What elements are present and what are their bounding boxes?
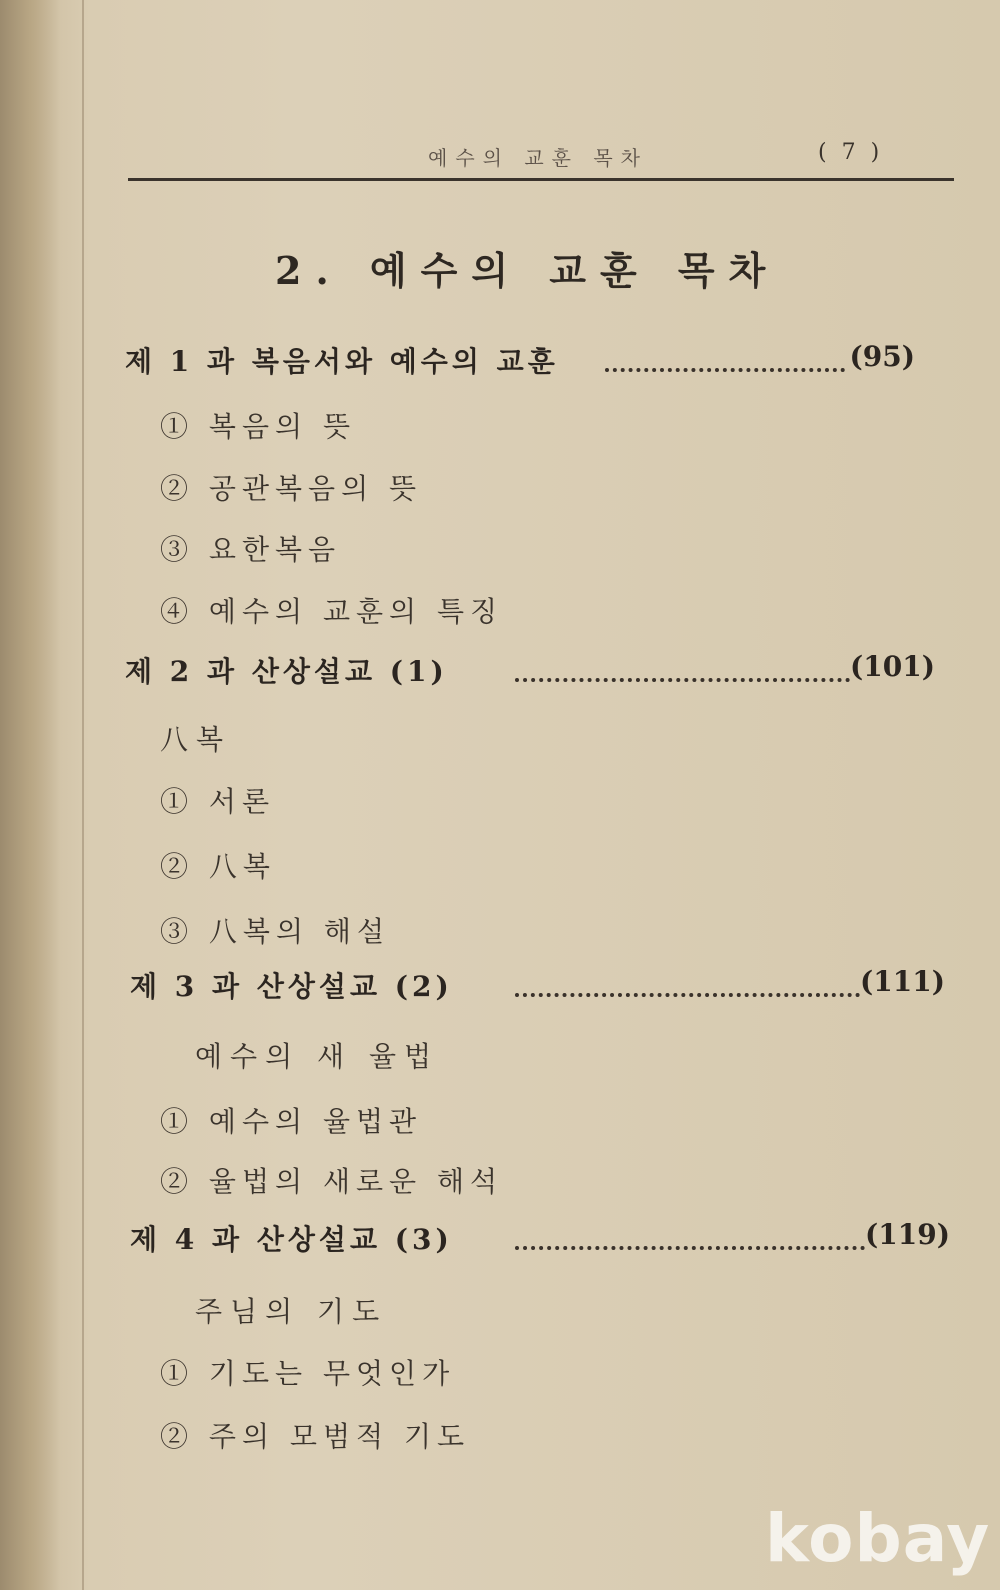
- list-item: ① 예수의 율법관: [160, 1105, 423, 1138]
- list-item: ① 복음의 뜻: [160, 410, 356, 443]
- lesson-subtitle: 예수의 새 율법: [195, 1040, 440, 1073]
- list-item: ② 주의 모범적 기도: [160, 1420, 471, 1453]
- list-item: ④ 예수의 교훈의 특징: [160, 595, 504, 628]
- running-header: [128, 138, 954, 181]
- lesson-4-entry: [130, 1218, 950, 1258]
- leader-dots: [605, 348, 845, 372]
- leader-dots: [515, 1226, 865, 1250]
- list-item: ① 기도는 무엇인가: [160, 1357, 456, 1390]
- list-item: ① 서론: [160, 785, 275, 818]
- leader-dots: [515, 973, 860, 997]
- lesson-page-number: (119): [865, 1218, 950, 1251]
- lesson-page-number: (101): [850, 650, 935, 683]
- list-item: ② 八복: [160, 850, 276, 883]
- lesson-subtitle: 주님의 기도: [195, 1295, 388, 1328]
- page-number: ( 7 ): [818, 140, 884, 165]
- list-item: ② 공관복음의 뜻: [160, 472, 423, 505]
- book-gutter: [0, 0, 60, 1590]
- lesson-3-entry: [130, 965, 945, 1005]
- list-item: ③ 요한복음: [160, 533, 342, 566]
- lesson-page-number: (95): [849, 340, 915, 373]
- lesson-title: 제 2 과 산상설교 (1): [125, 655, 448, 688]
- lesson-page-number: (111): [860, 965, 945, 998]
- lesson-1-entry: [125, 340, 915, 380]
- watermark-logo: kobay: [765, 1500, 991, 1577]
- lesson-title: 제 3 과 산상설교 (2): [130, 970, 453, 1003]
- list-item: ③ 八복의 해설: [160, 915, 390, 948]
- running-header-title: 예수의 교훈 목차: [428, 146, 648, 170]
- lesson-title: 제 4 과 산상설교 (3): [130, 1223, 453, 1256]
- lesson-title: 제 1 과 복음서와 예수의 교훈: [125, 345, 559, 378]
- leader-dots: [515, 658, 850, 682]
- list-item: ② 율법의 새로운 해석: [160, 1165, 504, 1198]
- section-heading: 2. 예수의 교훈 목차: [275, 248, 780, 293]
- lesson-2-entry: [125, 650, 935, 690]
- page-fold: [82, 0, 84, 1590]
- lesson-subtitle: 八복: [160, 723, 232, 756]
